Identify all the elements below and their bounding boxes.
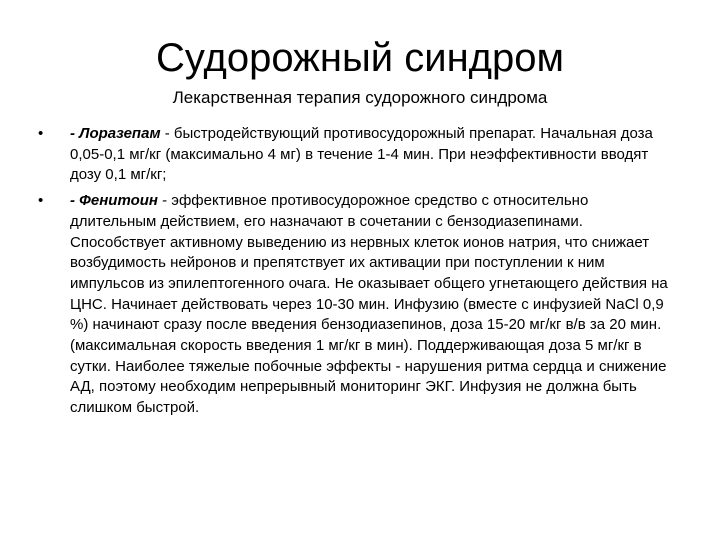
slide-title: Судорожный синдром (155, 36, 564, 80)
bullet-list (38, 124, 678, 424)
slide-subtitle: Лекарственная терапия судорожного синдрома (172, 88, 548, 107)
bullet-item-lorazepam (38, 124, 678, 186)
drug-description-phenytoin: - эффективное противосудорожное средство с относительно длительным действием, его назначают в сочетании с бензодиазепинами. Способствует активному выведению из нервных клеток ионов натрия, что снижает возбудимость нейронов и препятствует их активации при поступлении к ним импульсов из эпилептогенного очага. Не оказывает общего угнетающего действия на ЦНС. Начинает действовать через 10-30 мин. Инфузию (вместе с инфузией NaCl 0,9 %) начинают сразу после введения бензодиазепинов, доза 15-20 мг/кг в/в за 20 мин. (максимальная скорость введения 1 мг/кг в мин). Поддерживающая доза 5 мг/кг в сутки. Наиболее тяжелые побочные эффекты - нарушения ритма сердца и снижение АД, поэтому необходим непрерывный мониторинг ЭКГ. Инфузия не должна быть слишком быстрой. (70, 192, 668, 417)
drug-description-lorazepam: - быстродействующий противосудорожный препарат. Начальная доза 0,05-0,1 мг/кг (максимально 4 мг) в течение 1-4 мин. При неэффективности вводят дозу 0,1 мг/кг; (70, 125, 653, 184)
bullet-dot-icon: • (38, 192, 44, 210)
drug-name-phenytoin: - Фенитоин (70, 192, 158, 210)
bullet-dot-icon: • (38, 125, 44, 142)
bullet-item-phenytoin (38, 191, 678, 419)
drug-name-lorazepam: - Лоразепам (70, 125, 161, 142)
